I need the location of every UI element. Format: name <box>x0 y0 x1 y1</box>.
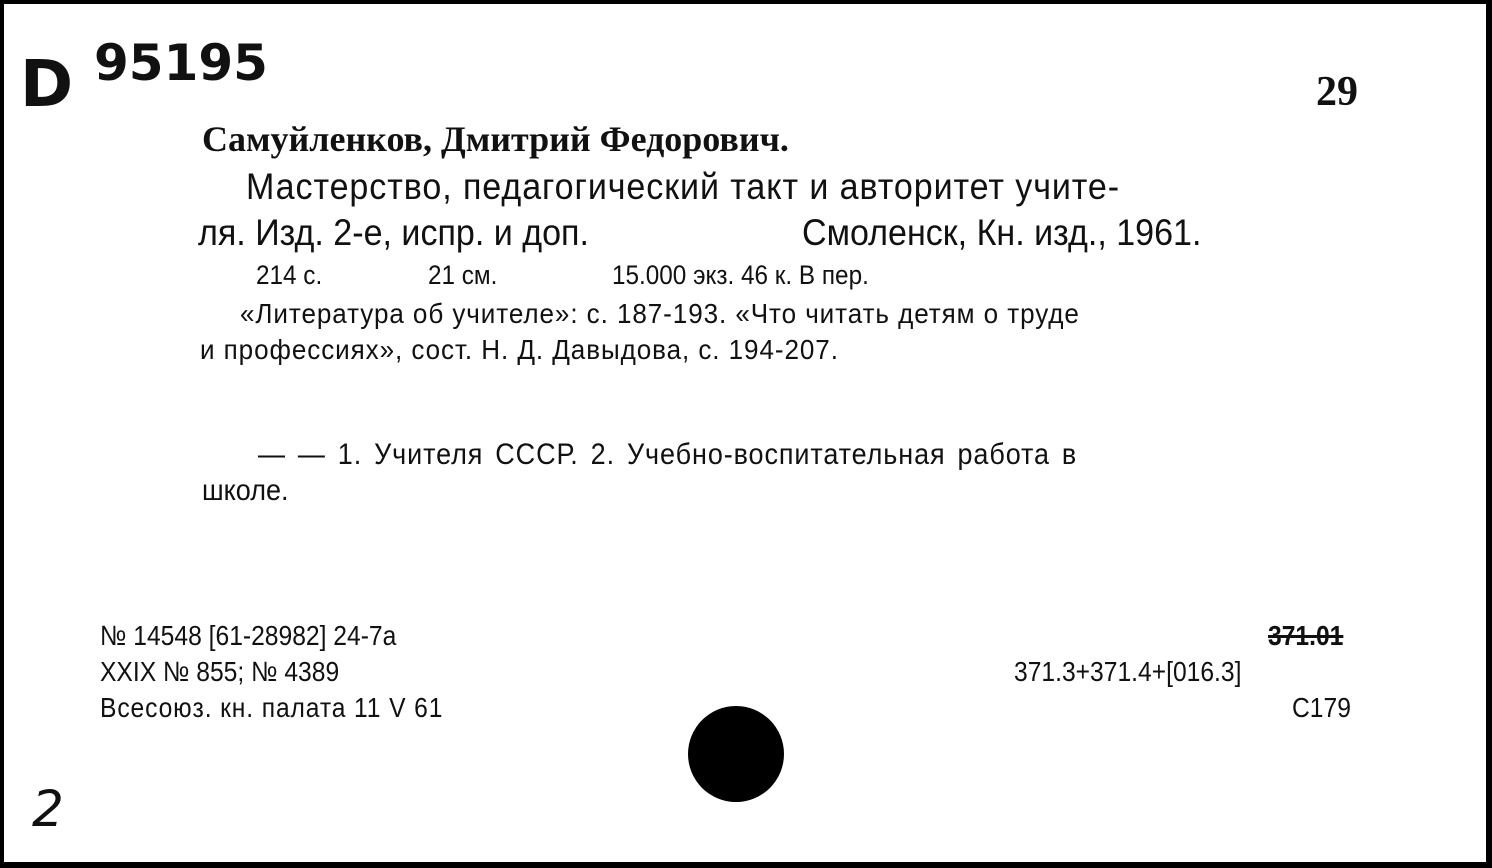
title-line-2a: ля. Изд. 2-е, испр. и доп. <box>198 212 589 253</box>
subjects-line-1: — — 1. Учителя СССР. 2. Учебно-воспитательная работа в <box>258 438 1078 471</box>
size: 21 см. <box>428 260 498 290</box>
title-line-1: Мастерство, педагогический такт и авторитет учите- <box>246 166 1121 207</box>
registration-number: № 14548 [61-28982] 24-7а <box>100 620 397 651</box>
punch-hole <box>688 706 784 802</box>
notes-line-2: и профессиях», сост. Н. Д. Давыдова, с. 194-207. <box>200 334 839 365</box>
catalog-number: 95195 <box>94 34 268 92</box>
classification-index: 371.3+371.4+[016.3] <box>1014 656 1242 687</box>
author-heading: Самуйленков, Дмитрий Федорович. <box>202 119 789 159</box>
pages-count: 214 с. <box>256 260 323 290</box>
copies-price: 15.000 экз. 46 к. В пер. <box>612 260 869 290</box>
notes-line-1: «Литература об учителе»: с. 187-193. «Что читать детям о труде <box>240 298 1080 329</box>
author-mark: С179 <box>1292 692 1351 723</box>
title-line-2b: Смоленск, Кн. изд., 1961. <box>802 212 1202 253</box>
subjects-line-2: школе. <box>202 474 289 507</box>
fund-letter: D <box>20 48 74 122</box>
volume-numbers: XXIX № 855; № 4389 <box>100 656 340 687</box>
chamber-date: Всесоюз. кн. палата 11 V 61 <box>100 692 444 723</box>
crossed-classification: 371.01 <box>1268 620 1344 651</box>
page-number: 29 <box>1316 69 1358 115</box>
catalog-card <box>4 4 1486 862</box>
handwritten-mark: 2 <box>32 780 64 838</box>
